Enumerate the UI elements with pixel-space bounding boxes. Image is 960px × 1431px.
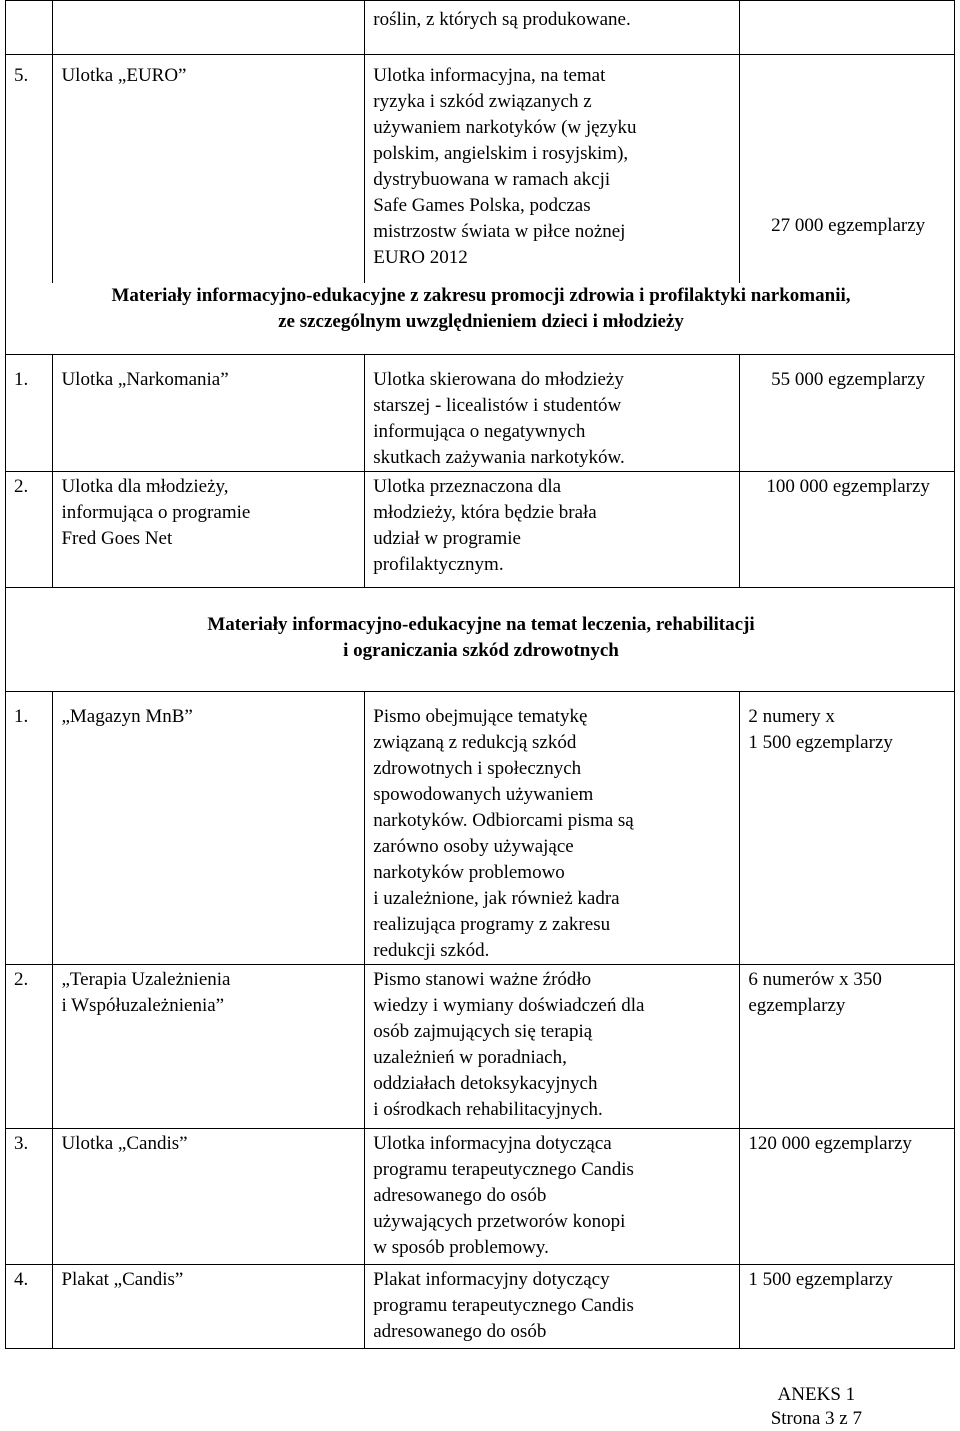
row-number: 2. bbox=[14, 476, 29, 497]
cell-num bbox=[6, 355, 53, 472]
desc-line: dystrybuowana w ramach akcji bbox=[373, 169, 611, 190]
cell-desc bbox=[365, 1265, 740, 1349]
desc-line: zdrowotnych i społecznych bbox=[373, 758, 582, 779]
desc-line: Ulotka informacyjna, na temat bbox=[373, 65, 606, 86]
desc-line: Pismo stanowi ważne źródło bbox=[373, 969, 592, 990]
cell-name bbox=[53, 55, 365, 283]
quantity: egzemplarzy bbox=[748, 995, 846, 1016]
desc-line: Ulotka informacyjna dotycząca bbox=[373, 1133, 612, 1154]
section-title-line: i ograniczania szkód zdrowotnych bbox=[343, 640, 619, 661]
cell-desc bbox=[365, 692, 740, 965]
quantity: 1 500 egzemplarzy bbox=[748, 732, 893, 753]
desc-line: w sposób problemowy. bbox=[373, 1237, 549, 1258]
desc-line: zarówno osoby używające bbox=[373, 836, 574, 857]
row-number: 2. bbox=[14, 969, 29, 990]
desc-line: uzależnień w poradniach, bbox=[373, 1047, 567, 1068]
desc-line: oddziałach detoksykacyjnych bbox=[373, 1073, 598, 1094]
desc-text: roślin, z których są produkowane. bbox=[373, 9, 631, 30]
table-row bbox=[6, 1, 955, 55]
table-row bbox=[6, 692, 955, 965]
cell-name bbox=[53, 692, 365, 965]
desc-line: udział w programie bbox=[373, 528, 521, 549]
table-row bbox=[6, 1129, 955, 1265]
table-row bbox=[6, 355, 955, 472]
desc-line: adresowanego do osób bbox=[373, 1321, 547, 1342]
cell-name bbox=[53, 1129, 365, 1265]
row-number: 1. bbox=[14, 706, 29, 727]
section-header-row bbox=[6, 283, 955, 355]
cell-desc bbox=[365, 55, 740, 283]
section-header-row bbox=[6, 588, 955, 692]
item-name: Ulotka „EURO” bbox=[61, 65, 187, 86]
quantity: 27 000 egzemplarzy bbox=[771, 214, 926, 236]
item-name: Ulotka „Narkomania” bbox=[61, 369, 229, 390]
desc-line: związaną z redukcją szkód bbox=[373, 732, 577, 753]
quantity: 2 numery x bbox=[748, 706, 835, 727]
cell-qty bbox=[740, 1, 955, 55]
desc-line: używaniem narkotyków (w języku bbox=[373, 117, 637, 138]
item-name: informująca o programie bbox=[61, 502, 251, 523]
desc-line: Pismo obejmujące tematykę bbox=[373, 706, 588, 727]
section-header bbox=[6, 283, 955, 355]
cell-qty bbox=[740, 355, 955, 472]
desc-line: młodzieży, która będzie brała bbox=[373, 502, 597, 523]
section-title-line: Materiały informacyjno-edukacyjne na temat leczenia, rehabilitacji bbox=[207, 614, 755, 635]
desc-line: informująca o negatywnych bbox=[373, 421, 586, 442]
desc-line: osób zajmujących się terapią bbox=[373, 1021, 593, 1042]
cell-num bbox=[6, 692, 53, 965]
section-header bbox=[6, 588, 955, 692]
cell-name bbox=[53, 472, 365, 588]
cell-num bbox=[6, 965, 53, 1129]
desc-line: Plakat informacyjny dotyczący bbox=[373, 1269, 610, 1290]
desc-line: narkotyków. Odbiorcami pisma są bbox=[373, 810, 634, 831]
desc-line: programu terapeutycznego Candis bbox=[373, 1295, 634, 1316]
item-name: i Współuzależnienia” bbox=[61, 995, 225, 1016]
desc-line: profilaktycznym. bbox=[373, 554, 504, 575]
desc-line: i ośrodkach rehabilitacyjnych. bbox=[373, 1099, 603, 1120]
row-number: 5. bbox=[14, 65, 29, 86]
cell-qty bbox=[740, 692, 955, 965]
cell-desc bbox=[365, 355, 740, 472]
cell-num bbox=[6, 1, 53, 55]
row-number: 1. bbox=[14, 369, 29, 390]
item-name: Plakat „Candis” bbox=[61, 1269, 184, 1290]
cell-qty bbox=[740, 472, 955, 588]
quantity: 1 500 egzemplarzy bbox=[748, 1269, 893, 1290]
cell-qty bbox=[740, 965, 955, 1129]
cell-num bbox=[6, 1129, 53, 1265]
desc-line: redukcji szkód. bbox=[373, 940, 490, 961]
desc-line: EURO 2012 bbox=[373, 247, 468, 268]
item-name: „Terapia Uzależnienia bbox=[61, 969, 231, 990]
desc-line: spowodowanych używaniem bbox=[373, 784, 594, 805]
cell-desc bbox=[365, 1, 740, 55]
quantity: 55 000 egzemplarzy bbox=[771, 369, 926, 390]
table-row bbox=[6, 1265, 955, 1349]
cell-desc bbox=[365, 472, 740, 588]
desc-line: Safe Games Polska, podczas bbox=[373, 195, 591, 216]
section-title-line: ze szczególnym uwzględnieniem dzieci i młodzieży bbox=[278, 310, 684, 332]
cell-name bbox=[53, 355, 365, 472]
cell-name bbox=[53, 1, 365, 55]
cell-num bbox=[6, 472, 53, 588]
quantity: 120 000 egzemplarzy bbox=[748, 1133, 912, 1154]
cell-name bbox=[53, 965, 365, 1129]
cell-qty bbox=[740, 1265, 955, 1349]
cell-num bbox=[6, 1265, 53, 1349]
materials-table bbox=[5, 0, 955, 1349]
cell-desc bbox=[365, 965, 740, 1129]
desc-line: Ulotka przeznaczona dla bbox=[373, 476, 562, 497]
item-name: Ulotka „Candis” bbox=[61, 1133, 188, 1154]
page-number: Strona 3 z 7 bbox=[770, 1408, 862, 1429]
quantity: 6 numerów x 350 bbox=[748, 969, 882, 990]
desc-line: wiedzy i wymiany doświadczeń dla bbox=[373, 995, 645, 1016]
item-name: Ulotka dla młodzieży, bbox=[61, 476, 229, 497]
desc-line: adresowanego do osób bbox=[373, 1185, 547, 1206]
desc-line: programu terapeutycznego Candis bbox=[373, 1159, 634, 1180]
cell-num bbox=[6, 55, 53, 283]
desc-line: narkotyków problemowo bbox=[373, 862, 565, 883]
row-number: 4. bbox=[14, 1269, 29, 1290]
item-name: Fred Goes Net bbox=[61, 528, 173, 549]
desc-line: realizująca programy z zakresu bbox=[373, 914, 611, 935]
table-row bbox=[6, 965, 955, 1129]
row-number: 3. bbox=[14, 1133, 29, 1154]
quantity: 100 000 egzemplarzy bbox=[766, 476, 930, 497]
desc-line: ryzyka i szkód związanych z bbox=[373, 91, 592, 112]
desc-line: mistrzostw świata w piłce nożnej bbox=[373, 221, 626, 242]
cell-desc bbox=[365, 1129, 740, 1265]
section-title-line: Materiały informacyjno-edukacyjne z zakresu promocji zdrowia i profilaktyki narkomanii, bbox=[111, 284, 851, 306]
item-name: „Magazyn MnB” bbox=[61, 706, 193, 727]
desc-line: polskim, angielskim i rosyjskim), bbox=[373, 143, 629, 164]
desc-line: Ulotka skierowana do młodzieży bbox=[373, 369, 624, 390]
cell-qty bbox=[740, 55, 955, 283]
desc-line: używających przetworów konopi bbox=[373, 1211, 626, 1232]
cell-name bbox=[53, 1265, 365, 1349]
desc-line: skutkach zażywania narkotyków. bbox=[373, 447, 625, 468]
desc-line: i uzależnione, jak również kadra bbox=[373, 888, 620, 909]
page-footer bbox=[771, 1383, 862, 1431]
desc-line: starszej - licealistów i studentów bbox=[373, 395, 622, 416]
annex-label: ANEKS 1 bbox=[777, 1384, 856, 1405]
cell-qty bbox=[740, 1129, 955, 1265]
table-row bbox=[6, 55, 955, 283]
table-row bbox=[6, 472, 955, 588]
